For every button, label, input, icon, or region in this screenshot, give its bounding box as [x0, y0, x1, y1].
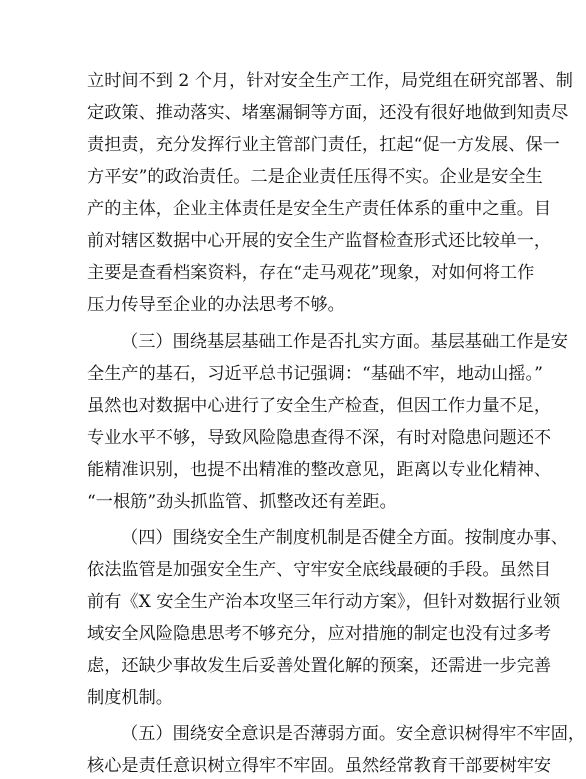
text-line: 制度机制。: [87, 688, 173, 708]
paragraph-heading-line: （四）围绕安全生产制度机制是否健全方面。按制度办事、: [121, 528, 568, 548]
text-line: 前有《X 安全生产治本攻坚三年行动方案》，但针对数据行业领: [87, 592, 561, 612]
text-line: 依法监管是加强安全生产、守牢安全底线最硬的手段。虽然目: [87, 560, 552, 580]
text-line: 产的主体，企业主体责任是安全生产责任体系的重中之重。目: [87, 199, 552, 219]
text-line: 能精准识别，也提不出精准的整改意见，距离以专业化精神、: [87, 460, 552, 480]
paragraph-heading-line: （三）围绕基层基础工作是否扎实方面。基层基础工作是安: [121, 332, 568, 352]
text-line: 前对辖区数据中心开展的安全生产监督检查形式还比较单一，: [87, 231, 552, 251]
text-line: 域安全风险隐患思考不够充分，应对措施的制定也没有过多考: [87, 624, 552, 644]
text-line: “一根筋”劲头抓监管、抓整改还有差距。: [87, 492, 397, 512]
text-line: 虑，还缺少事故发生后妥善处置化解的预案，还需进一步完善: [87, 656, 552, 676]
paragraph-heading-line: （五）围绕安全意识是否薄弱方面。安全意识树得牢不牢固，: [121, 724, 586, 744]
text-line: 立时间不到 2 个月，针对安全生产工作，局党组在研究部署、制: [87, 71, 573, 91]
text-line: 方平安”的政治责任。二是企业责任压得不实。企业是安全生: [87, 167, 543, 187]
text-line: 核心是责任意识树立得牢不牢固。虽然经常教育干部要树牢安: [87, 756, 552, 776]
text-line: 压力传导至企业的办法思考不够。: [87, 295, 345, 315]
text-line: 专业水平不够，导致风险隐患查得不深，有时对隐患问题还不: [87, 428, 552, 448]
text-line: 全生产的基石，习近平总书记强调：“基础不牢，地动山摇。”: [87, 364, 543, 384]
text-line: 主要是查看档案资料，存在“走马观花”现象，对如何将工作: [87, 263, 535, 283]
text-line: 虽然也对数据中心进行了安全生产检查，但因工作力量不足，: [87, 396, 552, 416]
text-line: 定政策、推动落实、堵塞漏铜等方面，还没有很好地做到知责尽: [87, 103, 569, 123]
text-line: 责担责，充分发挥行业主管部门责任，扛起“促一方发展、保一: [87, 135, 560, 155]
